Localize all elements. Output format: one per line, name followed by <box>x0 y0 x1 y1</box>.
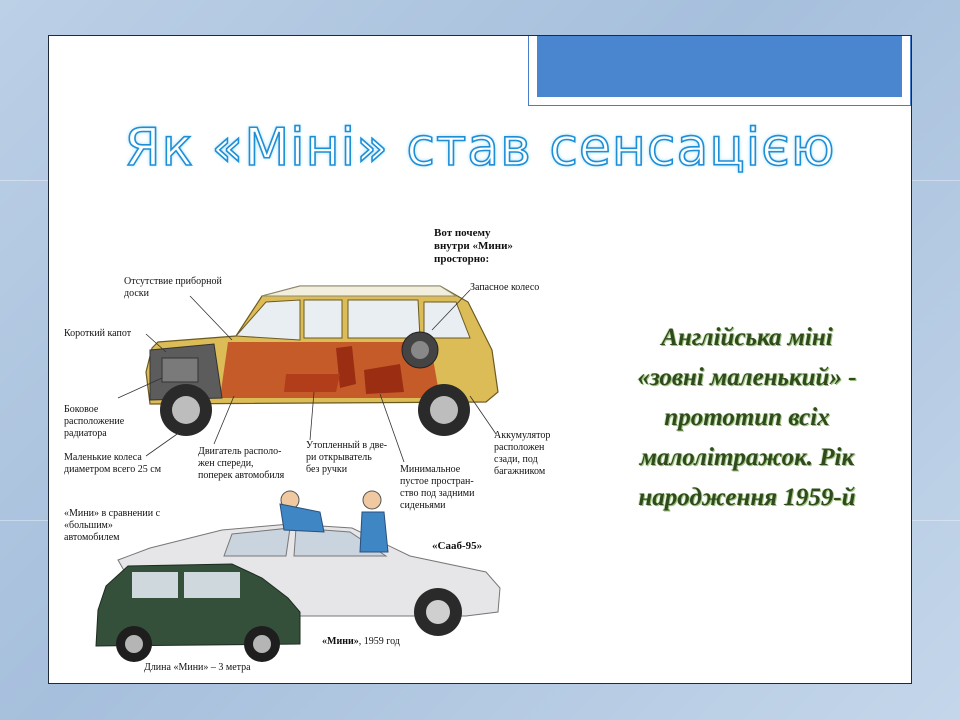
label-mini-year: «Мини», 1959 год <box>322 636 400 647</box>
label-wheels: Маленькие колеса диаметром всего 25 см <box>64 452 162 475</box>
label-battery: Аккумулятор расположен сзади, под багажником <box>494 430 551 477</box>
slide-title: Як «Міні» став сенсацією <box>124 118 836 178</box>
caption-text: Англійська міні «зовні маленький» - прототип всіх малолітражок. Рік народження 1959-й <box>637 324 857 511</box>
label-comparison-intro: «Мини» в сравнении с «большим» автомобилем <box>64 508 161 543</box>
label-door-handles: Утопленный в две- ри открыватель без ручки <box>306 440 388 475</box>
label-spare-wheel: Запасное колесо <box>470 282 540 293</box>
label-rear-space: Минимальное пустое простран- ство под задними сиденьями <box>400 464 475 511</box>
label-engine: Двигатель располо- жен спереди, поперек автомобиля <box>198 446 285 481</box>
label-hood: Короткий капот <box>64 328 132 339</box>
label-radiator: Боковое расположение радиатора <box>64 404 125 439</box>
label-saab: «Сааб-95» <box>432 540 483 552</box>
label-dashboard: Отсутствие приборной доски <box>124 276 222 299</box>
label-mini-length: Длина «Мини» – 3 метра <box>144 662 251 673</box>
mini-cutaway-car <box>146 286 498 436</box>
diagram-heading: Вот почему внутри «Мини» просторно: <box>434 227 513 265</box>
